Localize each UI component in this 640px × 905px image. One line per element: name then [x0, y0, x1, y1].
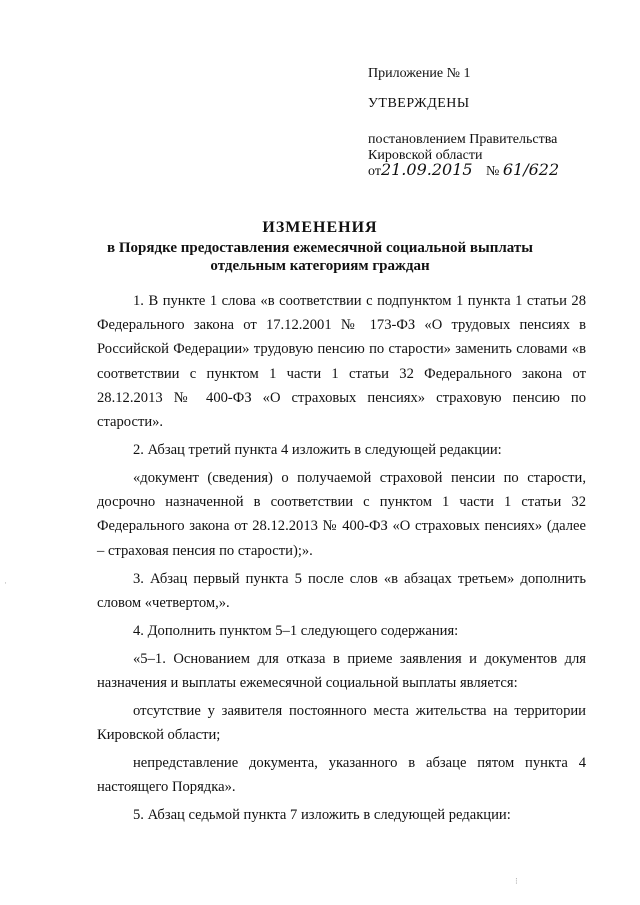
paragraph-1: 1. В пункте 1 слова «в соответствии с подпунктом 1 пункта 1 статьи 28 Федерального закона от 17.12.2001 № 173-ФЗ «О трудовых пенсиях в Российской Федерации» трудовую пенсию по старости» заменить словами «в соответствии с пунктом 1 части 1 статьи 32 Федерального закона от 28.12.2013 № 400-ФЗ «О страховых пенсиях» страховую пенсию по старости».	[97, 293, 586, 431]
subtitle-line-1: в Порядке предоставления ежемесячной социальной выплаты	[107, 240, 533, 256]
authority-line-1: постановлением Правительства	[368, 132, 558, 147]
document-body	[97, 289, 586, 831]
number-prefix: №	[486, 164, 500, 179]
paragraph-5: 4. Дополнить пунктом 5–1 следующего содержания:	[133, 622, 459, 639]
scan-speck: ·	[4, 578, 7, 588]
authority-line-2: Кировской области	[368, 148, 483, 163]
document-title: ИЗМЕНЕНИЯ	[262, 219, 378, 236]
approved-label: УТВЕРЖДЕНЫ	[368, 96, 470, 111]
date-prefix: от	[368, 164, 381, 179]
scan-speck: ⁝	[515, 876, 518, 886]
paragraph-4: 3. Абзац первый пункта 5 после слов «в абзацах третьем» дополнить словом «четвертом,».	[97, 570, 586, 611]
paragraph-6: «5–1. Основанием для отказа в приеме заявления и документов для назначения и выплаты ежемесячной социальной выплаты является:	[97, 650, 586, 692]
appendix-label: Приложение № 1	[368, 66, 471, 81]
paragraph-3: «документ (сведения) о получаемой страховой пенсии по старости, досрочно назначенной в соответствии с пунктом 1 части 1 статьи 32 Федерального закона от 28.12.2013 № 400-ФЗ «О страховых пенсиях» (далее – страховая пенсия по старости);».	[97, 470, 586, 559]
paragraph-8: непредставление документа, указанного в абзаце пятом пункта 4 настоящего Порядка».	[97, 755, 586, 796]
paragraph-9: 5. Абзац седьмой пункта 7 изложить в следующей редакции:	[133, 807, 511, 824]
paragraph-2: 2. Абзац третий пункта 4 изложить в следующей редакции:	[133, 442, 502, 459]
paragraph-7: отсутствие у заявителя постоянного места жительства на территории Кировской области;	[97, 703, 586, 744]
subtitle-line-2: отдельным категориям граждан	[210, 258, 430, 274]
date-number-line	[368, 160, 560, 180]
handwritten-number: 61/622	[502, 160, 560, 179]
handwritten-date: 21.09.2015	[380, 160, 473, 179]
